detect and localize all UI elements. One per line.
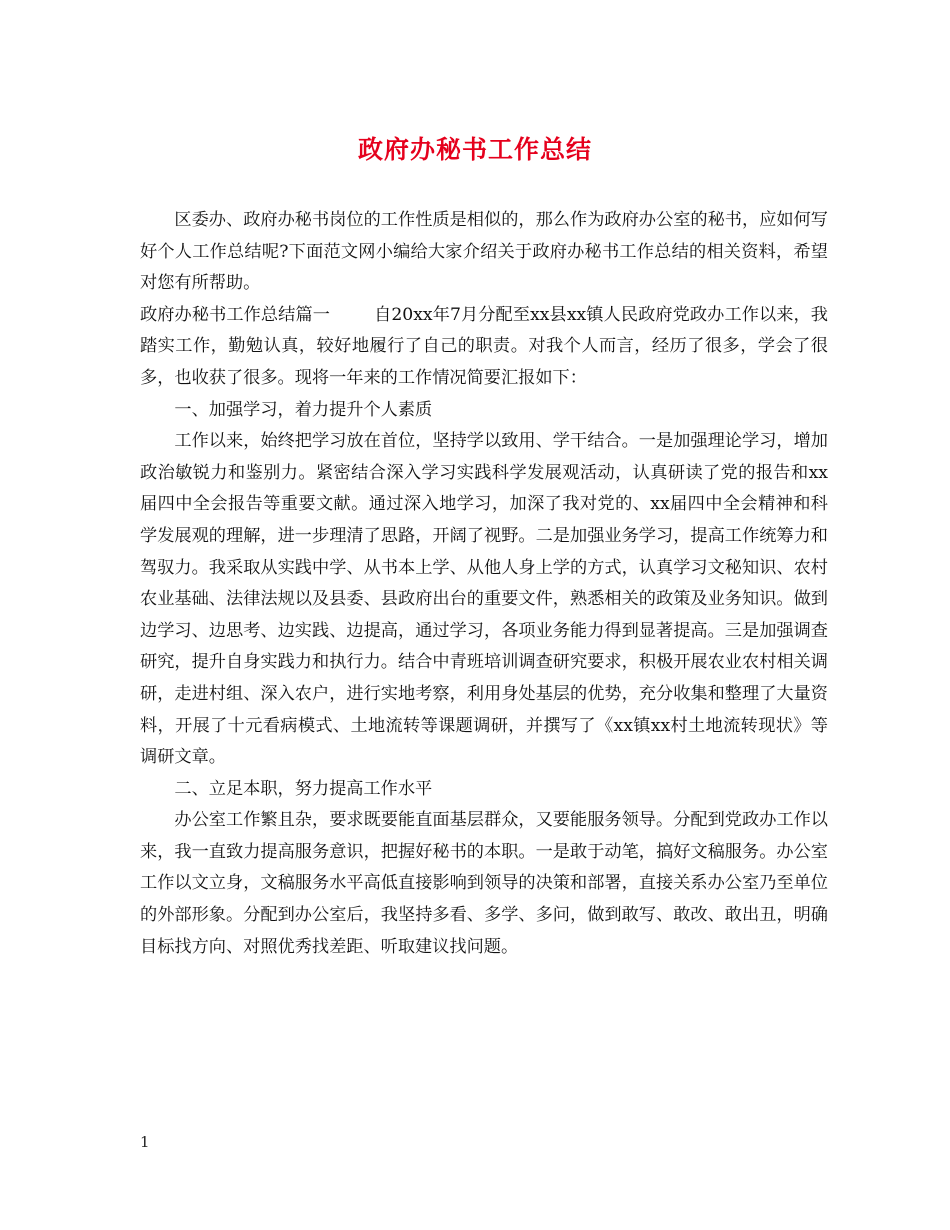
chapter-text: 自20xx年7月分配至xx县xx镇人民政府党政办工作以来，我踏实工作，勤勉认真，较好地履行了自己的职责。对我个人而言，经历了很多，学会了很多，也收获了很多。现将一年来的工作情况简要汇报如下：	[140, 304, 828, 388]
section-paragraph-1: 工作以来，始终把学习放在首位，坚持学以致用、学干结合。一是加强理论学习，增加政治敏锐力和鉴别力。紧密结合深入学习实践科学发展观活动，认真研读了党的报告和xx届四中全会报告等重要文献。通过深入地学习，加深了我对党的、xx届四中全会精神和科学发展观的理解，进一步理清了思路，开阔了视野。二是加强业务学习，提高工作统筹力和驾驭力。我采取从实践中学、从书本上学、从他人身上学的方式，认真学习文秘知识、农村农业基础、法律法规以及县委、县政府出台的重要文件，熟悉相关的政策及业务知识。做到边学习、边思考、边实践、边提高，通过学习，各项业务能力得到显著提高。三是加强调查研究，提升自身实践力和执行力。结合中青班培训调查研究要求，积极开展农业农村相关调研，走进村组、深入农户，进行实地考察，利用身处基层的优势，充分收集和整理了大量资料，开展了十元看病模式、土地流转等课题调研，并撰写了《xx镇xx村土地流转现状》等调研文章。	[140, 431, 828, 768]
document-title: 政府办秘书工作总结	[357, 135, 592, 164]
section-paragraph-2: 办公室工作繁且杂，要求既要能直面基层群众，又要能服务领导。分配到党政办工作以来，我一直致力提高服务意识，把握好秘书的本职。一是敢于动笔，搞好文稿服务。办公室工作以文立身，文稿服务水平高低直接影响到领导的决策和部署，直接关系办公室乃至单位的外部形象。分配到办公室后，我坚持多看、多学、多问，做到敢写、敢改、敢出丑，明确目标找方向、对照优秀找差距、听取建议找问题。	[140, 810, 828, 957]
section-heading-1: 一、加强学习，着力提升个人素质	[174, 399, 433, 420]
document-body	[140, 205, 828, 963]
chapter-label: 政府办秘书工作总结篇一	[140, 304, 330, 325]
page-number: 1	[140, 1133, 150, 1151]
section-heading-2: 二、立足本职，努力提高工作水平	[174, 778, 433, 799]
intro-paragraph: 区委办、政府办秘书岗位的工作性质是相似的，那么作为政府办公室的秘书，应如何写好个人工作总结呢?下面范文网小编给大家介绍关于政府办秘书工作总结的相关资料，希望对您有所帮助。	[140, 210, 828, 294]
chapter-paragraph	[140, 300, 828, 395]
